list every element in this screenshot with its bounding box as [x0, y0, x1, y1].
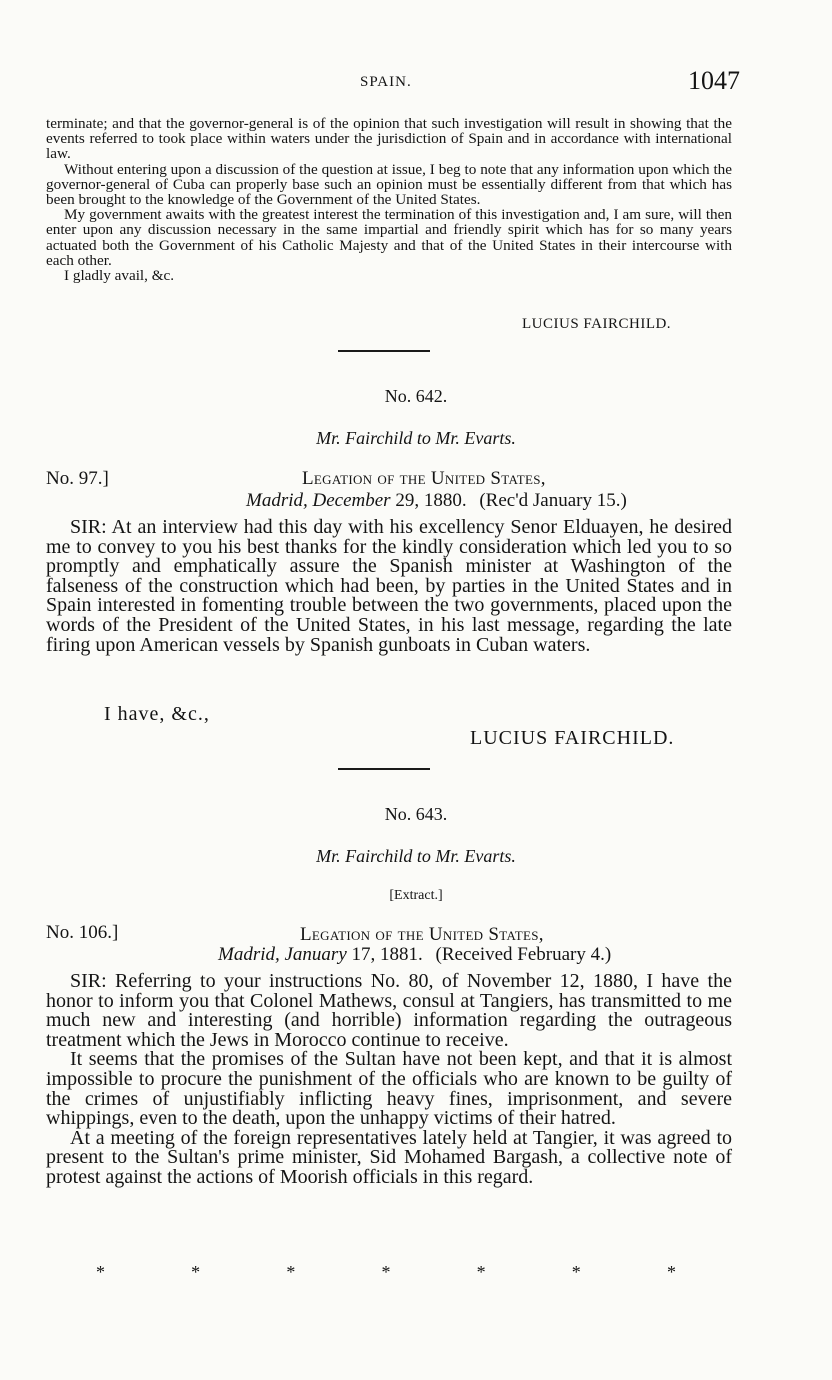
omission-star: *	[96, 1262, 105, 1282]
letter-paragraph: SIR: Referring to your instructions No. 80, of November 12, 1880, I have the honor to inform you that Colonel Mathews, consul at Tangiers, has transmitted to me much new and interesting (and horrible) information regarding the outrageous treatment which the Jews in Morocco continue to receive.	[46, 970, 732, 1051]
omission-star: *	[571, 1262, 581, 1282]
continuation-paragraph: My government awaits with the greatest interest the termination of this investigation and, I am sure, will then enter upon any discussion necessary in the same impartial and friendly spirit which has for so many years actuated both the Government of his Catholic Majesty and that of the United States in their intercourse with each other.	[46, 206, 732, 269]
page-number: 1047	[688, 66, 740, 95]
extract-label: [Extract.]	[389, 888, 443, 903]
place-date-italic: Madrid, December	[246, 490, 391, 511]
running-head: SPAIN.	[360, 74, 412, 90]
letter-paragraph: It seems that the promises of the Sultan have not been kept, and that it is almost impossible to procure the punishment of the officials who are known to be guilty of the crimes of unjustifiably inflicting heavy fines, imprisonment, and severe whippings, even to the death, upon the unhappy victims of their hatred.	[46, 1048, 732, 1130]
date-year: 29, 1880.	[395, 490, 467, 511]
omission-star: *	[476, 1262, 486, 1282]
place-date-line	[218, 944, 611, 966]
legation-heading: Legation of the United States,	[302, 468, 546, 489]
dispatch-number: No. 97.]	[46, 468, 109, 489]
place-date-italic: Madrid, January	[218, 944, 347, 965]
document-title: Mr. Fairchild to Mr. Evarts.	[316, 846, 516, 866]
continuation-text	[46, 116, 732, 283]
dispatch-number: No. 106.]	[46, 922, 119, 943]
legation-heading: Legation of the United States,	[300, 924, 544, 945]
continuation-paragraph: I gladly avail, &c.	[64, 267, 175, 285]
letter-paragraph: At a meeting of the foreign representatives lately held at Tangier, it was agreed to present to the Sultan's prime minister, Sid Mohamed Bargash, a collective note of protest against the actions of Moorish officials in this regard.	[46, 1126, 732, 1188]
date-year: 17, 1881.	[351, 944, 423, 965]
section-divider	[338, 768, 430, 770]
document-title: Mr. Fairchild to Mr. Evarts.	[316, 428, 516, 448]
place-date-line	[246, 490, 627, 512]
continuation-paragraph: Without entering upon a discussion of the question at issue, I beg to note that any information upon which the governor-general of Cuba can properly base such an opinion must be essentially different from that which has been brought to the knowledge of the Government of the United States.	[46, 160, 732, 209]
document-number: No. 642.	[384, 386, 448, 406]
omission-marks	[96, 1262, 676, 1283]
omission-star: *	[286, 1262, 296, 1282]
page-header	[40, 66, 740, 100]
omission-star: *	[191, 1262, 201, 1282]
section-divider	[338, 350, 430, 352]
received-date: (Rec'd January 15.)	[479, 490, 627, 511]
letter-body	[46, 972, 732, 1188]
letter-paragraph: SIR: At an interview had this day with his excellency Senor Elduayen, he desired me to convey to you his best thanks for the kindly consideration which led you to so promptly and emphatically assure the Spanish minister at Washington of the falseness of the construction which had been, by parties in the United States and in Spain interested in fomenting trouble between the two governments, placed upon the words of the President of the United States, in his last message, regarding the late firing upon American vessels by Spanish gunboats in Cuban waters.	[46, 516, 732, 656]
received-date: (Received February 4.)	[435, 944, 612, 965]
signature: LUCIUS FAIRCHILD.	[470, 727, 675, 749]
letter-body	[46, 518, 732, 655]
signature: LUCIUS FAIRCHILD.	[522, 316, 672, 332]
omission-star: *	[666, 1262, 676, 1282]
document-number: No. 643.	[384, 804, 448, 824]
continuation-paragraph: terminate; and that the governor-general is of the opinion that such investigation will result in showing that the events referred to took place within waters under the jurisdiction of Spain and in accordance with international law.	[46, 115, 732, 163]
closing: I have, &c.,	[104, 703, 210, 725]
omission-star: *	[381, 1262, 391, 1282]
